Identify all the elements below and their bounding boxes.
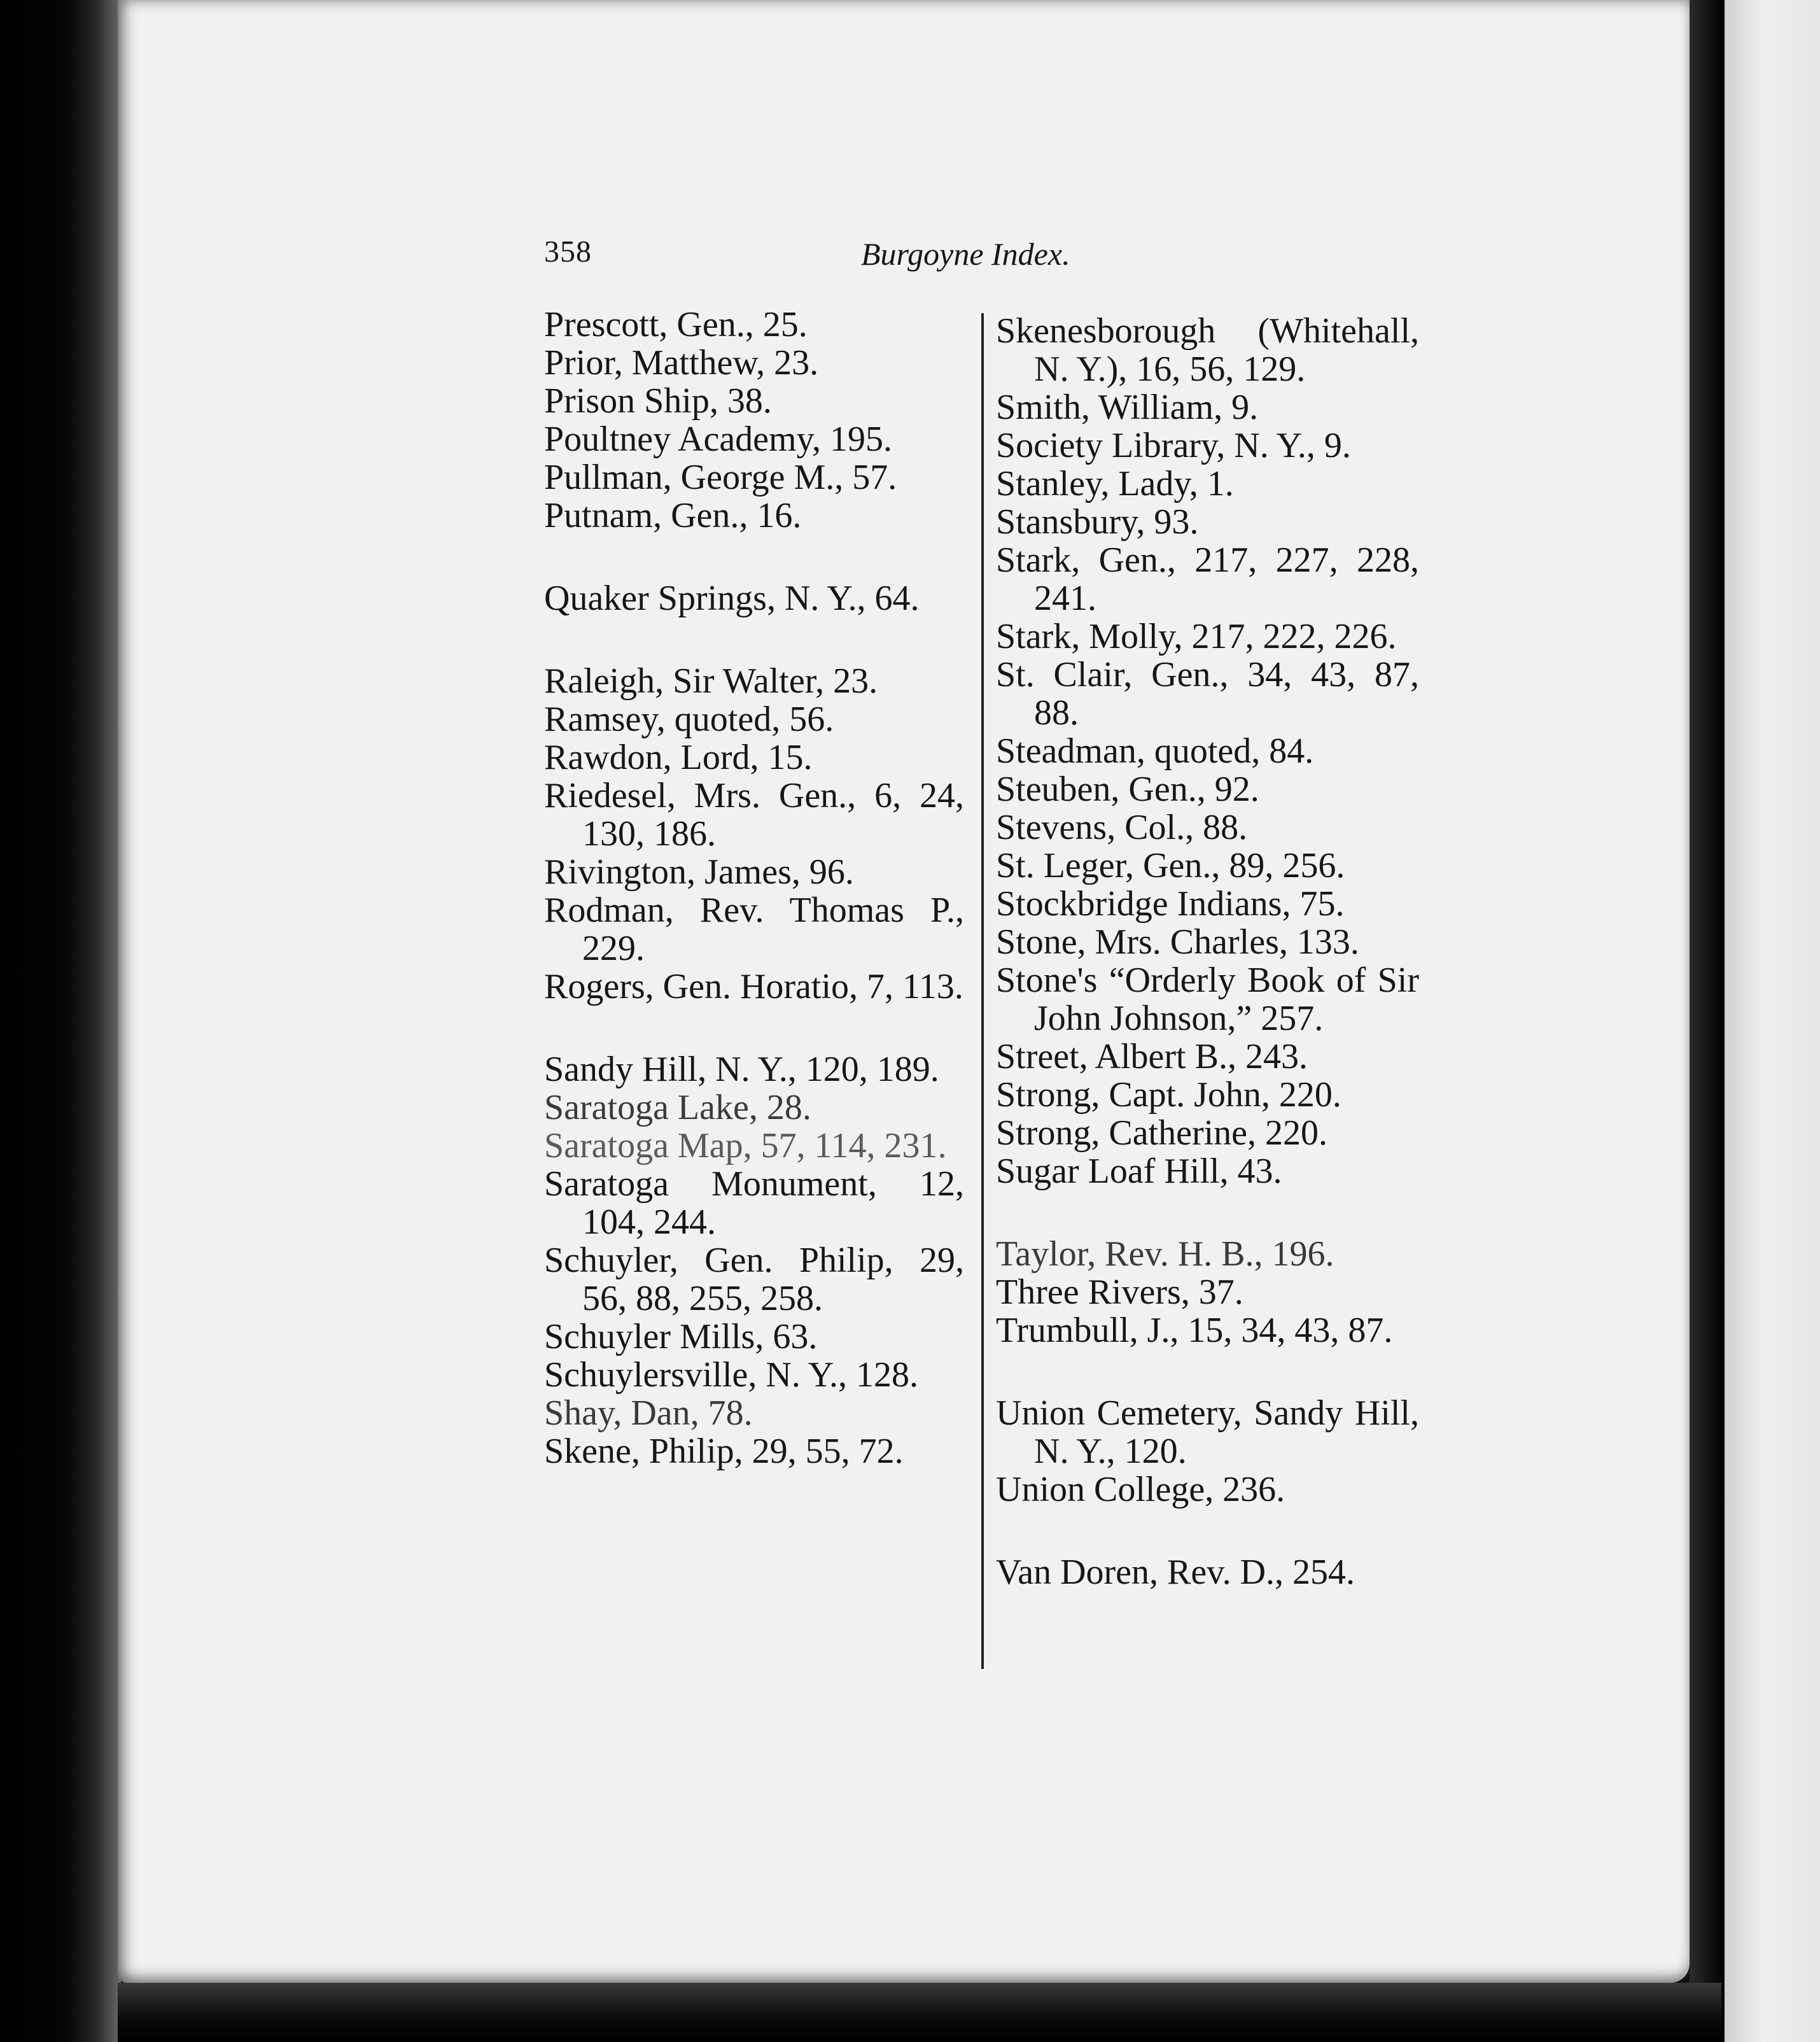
index-entry: Quaker Springs, N. Y., 64. [544,579,920,618]
index-entry: Schuyler, Gen. Philip, 29, 56, 88, 255, 258. [544,1241,964,1318]
column-divider [981,313,984,1669]
index-entry: Riedesel, Mrs. Gen., 6, 24, 130, 186. [544,776,964,854]
index-entry: Rogers, Gen. Horatio, 7, 113. [544,967,963,1006]
index-entry: Sugar Loaf Hill, 43. [996,1151,1282,1191]
letter-gap [544,1006,964,1050]
letter-gap [996,1509,1419,1553]
index-entry: Van Doren, Rev. D., 254. [996,1553,1355,1592]
index-entry: Stockbridge Indians, 75. [996,884,1345,924]
book-edge-left [0,0,121,2042]
index-entry: Schuylersville, N. Y., 128. [544,1355,918,1395]
index-entry: Saratoga Map, 57, 114, 231. [544,1126,947,1165]
index-entry: St. Leger, Gen., 89, 256. [996,846,1345,885]
index-entry: Rawdon, Lord, 15. [544,738,813,777]
index-column-right [996,312,1419,1591]
index-column-left [544,306,964,1470]
book-gutter [1690,0,1725,2042]
index-entry: Union College, 236. [996,1470,1285,1509]
letter-gap [996,1349,1419,1394]
running-title: Burgoyne Index. [861,236,1070,272]
page-bottom-shadow [118,1983,1721,2042]
index-entry: Stansbury, 93. [996,502,1199,542]
index-entry: Raleigh, Sir Walter, 23. [544,661,878,701]
index-entry: Trumbull, J., 15, 34, 43, 87. [996,1311,1393,1350]
index-entry: Stark, Molly, 217, 222, 226. [996,617,1397,656]
index-entry: Street, Albert B., 243. [996,1037,1308,1076]
index-entry: Stark, Gen., 217, 227, 228, 241. [996,540,1419,618]
index-entry: Prison Ship, 38. [544,381,772,421]
index-entry: Stone, Mrs. Charles, 133. [996,922,1359,962]
letter-gap [544,535,964,579]
index-entry: Ramsey, quoted, 56. [544,700,834,739]
letter-gap [544,617,964,662]
index-entry: Taylor, Rev. H. B., 196. [996,1234,1334,1274]
index-entry: Stone's “Orderly Book of Sir John Johnson,” 257. [996,961,1419,1038]
index-entry: Poultney Academy, 195. [544,419,892,459]
letter-gap [996,1190,1419,1235]
index-entry: Saratoga Monument, 12, 104, 244. [544,1164,964,1242]
page-number: 358 [544,235,592,269]
index-entry: Rivington, James, 96. [544,852,854,892]
page-header [544,234,1117,279]
index-entry: Strong, Catherine, 220. [996,1113,1328,1153]
index-entry: Strong, Capt. John, 220. [996,1075,1341,1115]
index-entry: Union Cemetery, Sandy Hill, N. Y., 120. [996,1393,1419,1471]
index-entry: Prescott, Gen., 25. [544,305,808,344]
index-entry: Sandy Hill, N. Y., 120, 189. [544,1050,939,1089]
index-entry: Schuyler Mills, 63. [544,1317,818,1356]
index-entry: Society Library, N. Y., 9. [996,426,1351,465]
index-entry: Smith, William, 9. [996,388,1259,427]
index-entry: St. Clair, Gen., 34, 43, 87, 88. [996,655,1419,733]
index-entry: Skenesborough (Whitehall, N. Y.), 16, 56, 129. [996,311,1419,389]
index-entry: Steuben, Gen., 92. [996,770,1259,809]
index-entry: Prior, Matthew, 23. [544,343,819,383]
index-entry: Saratoga Lake, 28. [544,1088,811,1127]
index-entry: Steadman, quoted, 84. [996,731,1314,771]
index-entry: Three Rivers, 37. [996,1272,1243,1312]
index-entry: Putnam, Gen., 16. [544,496,802,535]
index-entry: Skene, Philip, 29, 55, 72. [544,1432,904,1471]
index-entry: Shay, Dan, 78. [544,1393,753,1433]
index-entry: Stevens, Col., 88. [996,808,1248,847]
facing-page-edge [1725,0,1820,2042]
index-entry: Stanley, Lady, 1. [996,464,1234,503]
index-entry: Rodman, Rev. Thomas P., 229. [544,891,964,968]
index-entry: Pullman, George M., 57. [544,458,897,497]
